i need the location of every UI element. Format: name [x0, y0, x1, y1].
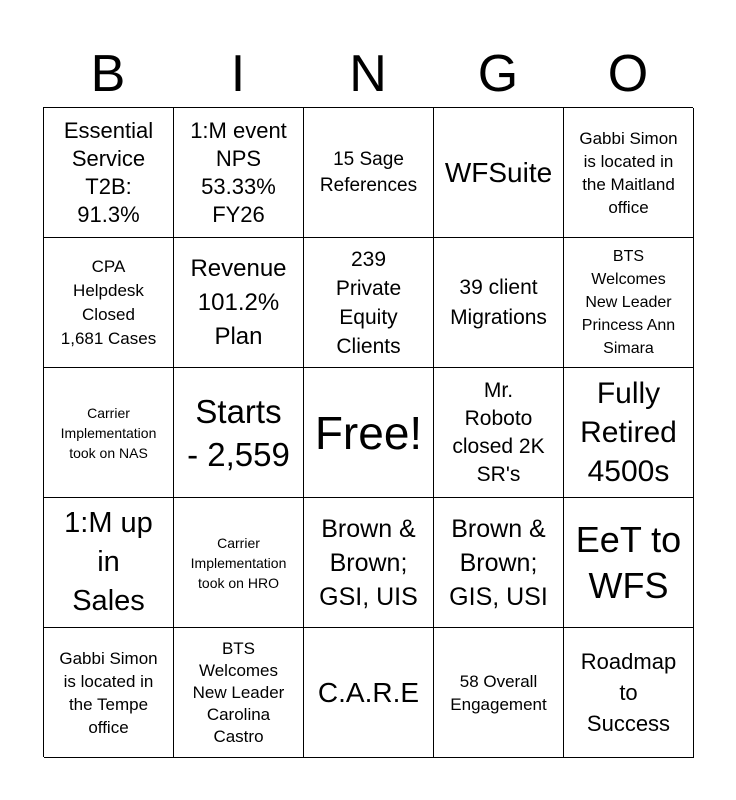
- cell-text: 1:M event NPS 53.33% FY26: [190, 117, 287, 227]
- header-letter-n: N: [349, 45, 387, 103]
- bingo-cell-r3-c4[interactable]: [434, 368, 564, 498]
- cell-text: Revenue 101.2% Plan: [190, 254, 287, 350]
- bingo-cell-free-space[interactable]: [304, 368, 434, 498]
- cell-text: 15 Sage References: [319, 148, 418, 196]
- bingo-cell-r4-c4[interactable]: [434, 498, 564, 628]
- bingo-cell-r2-c3[interactable]: [304, 238, 434, 368]
- bingo-cell-r3-c2[interactable]: [174, 368, 304, 498]
- bingo-cell-r2-c4[interactable]: [434, 238, 564, 368]
- cell-text: EeT to WFS: [575, 518, 682, 606]
- bingo-cell-r1-c1[interactable]: [44, 108, 174, 238]
- cell-text: 1:M up in Sales: [64, 507, 153, 617]
- bingo-grid: [43, 107, 693, 757]
- cell-text: 39 client Migrations: [450, 275, 547, 329]
- cell-text: BTS Welcomes New Leader Princess Ann Simara: [581, 248, 676, 357]
- bingo-cell-r1-c4[interactable]: [434, 108, 564, 238]
- bingo-cell-r5-c2[interactable]: [174, 628, 304, 758]
- bingo-cell-r4-c2[interactable]: [174, 498, 304, 628]
- cell-text: Roadmap to Success: [580, 649, 677, 736]
- cell-text: BTS Welcomes New Leader Carolina Castro: [192, 638, 285, 746]
- cell-text: CPA Helpdesk Closed 1,681 Cases: [60, 256, 157, 348]
- bingo-cell-r5-c1[interactable]: [44, 628, 174, 758]
- bingo-cell-r5-c4[interactable]: [434, 628, 564, 758]
- bingo-cell-r5-c3[interactable]: [304, 628, 434, 758]
- cell-text: 239 Private Equity Clients: [335, 247, 402, 358]
- cell-text: Essential Service T2B: 91.3%: [63, 117, 154, 227]
- bingo-cell-r2-c1[interactable]: [44, 238, 174, 368]
- bingo-cell-r1-c5[interactable]: [564, 108, 694, 238]
- header-letter-g: G: [477, 45, 519, 103]
- bingo-cell-r3-c1[interactable]: [44, 368, 174, 498]
- header-letter-b: B: [90, 45, 126, 103]
- bingo-cell-r4-c5[interactable]: [564, 498, 694, 628]
- header-letter-i: I: [230, 45, 246, 103]
- cell-text: Gabbi Simon is located in the Tempe office: [59, 648, 158, 737]
- bingo-cell-r1-c3[interactable]: [304, 108, 434, 238]
- bingo-cell-r1-c2[interactable]: [174, 108, 304, 238]
- cell-text: Starts - 2,559: [187, 392, 290, 473]
- bingo-header: [43, 40, 693, 108]
- cell-text: Carrier Implementation took on NAS: [60, 404, 157, 461]
- cell-text: Fully Retired 4500s: [580, 377, 677, 488]
- cell-text: WFSuite: [444, 156, 553, 188]
- bingo-cell-r3-c5[interactable]: [564, 368, 694, 498]
- cell-text: Brown & Brown; GIS, USI: [449, 514, 548, 611]
- cell-text: Carrier Implementation took on HRO: [190, 534, 287, 591]
- cell-text: 58 Overall Engagement: [450, 671, 547, 714]
- bingo-cell-r2-c2[interactable]: [174, 238, 304, 368]
- bingo-cell-r5-c5[interactable]: [564, 628, 694, 758]
- cell-text: Mr. Roboto closed 2K SR's: [452, 378, 545, 486]
- cell-text: Brown & Brown; GSI, UIS: [319, 514, 418, 611]
- cell-text: Gabbi Simon is located in the Maitland office: [579, 128, 678, 217]
- bingo-cell-r4-c1[interactable]: [44, 498, 174, 628]
- header-letter-o: O: [607, 45, 649, 103]
- bingo-cell-r2-c5[interactable]: [564, 238, 694, 368]
- cell-text: Free!: [314, 406, 423, 459]
- bingo-cell-r4-c3[interactable]: [304, 498, 434, 628]
- cell-text: C.A.R.E: [317, 676, 420, 708]
